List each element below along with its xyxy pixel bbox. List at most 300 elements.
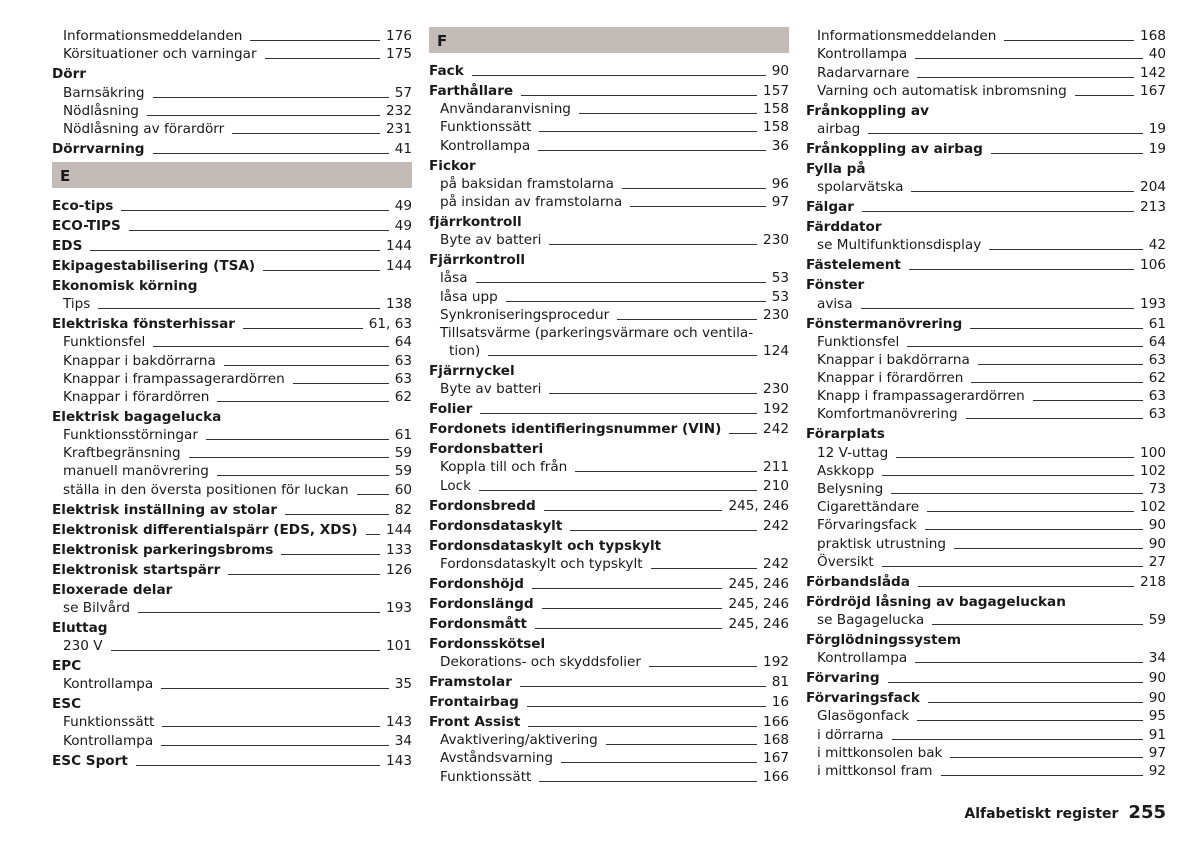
page-reference: 218 [1140,573,1166,590]
entry-text: Förbandslåda [806,573,910,590]
leader-line [1004,40,1134,41]
entry-text: Framstolar [429,674,512,690]
entry-text: Fack [429,63,464,79]
entry-text: Fordonsdataskylt och typskylt [429,537,662,554]
leader-line [861,308,1134,309]
entry-text: Fordonslängd [429,595,534,612]
leader-line [98,308,380,309]
index-entry [806,100,1166,120]
entry-text: airbag [817,120,861,137]
page-reference: 210 [763,477,789,494]
leader-line [971,382,1142,383]
entry-text: Funktionssätt [440,768,532,785]
index-subentry [52,480,412,498]
entry-text: ESC [52,696,82,713]
index-subentry [52,713,412,731]
index-subentry [52,462,412,480]
entry-text: spolarvätska [817,179,904,196]
page-reference: 63 [1148,388,1166,405]
index-entry [806,216,1166,236]
leader-line [651,568,757,569]
leader-line [521,95,757,96]
index-subentry [429,118,789,136]
index-subentry [429,306,789,324]
entry-text: Fönstermanövrering [806,315,963,332]
leader-line [888,682,1143,683]
leader-line [263,270,380,271]
index-subentry [429,100,789,118]
index-subentry [806,462,1166,480]
index-subentry [429,380,789,398]
index-subentry [429,767,789,785]
index-subentry [429,476,789,494]
page-reference: 27 [1148,553,1166,570]
index-column-2 [429,27,789,786]
page-reference: 19 [1148,120,1166,137]
page-reference: 242 [763,421,789,438]
index-entry [429,515,789,535]
entry-text: på baksidan framstolarna [440,175,614,192]
entry-text: Tips [63,296,91,313]
index-entry [52,693,412,713]
leader-line [911,191,1134,192]
page-reference: 49 [394,197,412,214]
index-column-1 [52,27,412,770]
entry-text: Farthållare [429,83,514,99]
index-entry [52,313,412,333]
leader-line [293,383,389,384]
entry-text: se Bilvård [63,599,130,616]
entry-text: Askkopp [817,462,875,479]
leader-line [978,364,1143,365]
leader-line [366,534,381,535]
entry-text: Folier [429,401,473,418]
entry-text: Förvaring [806,670,880,687]
index-entry [52,195,412,215]
entry-text: EPC [52,658,82,674]
index-subentry [806,649,1166,667]
index-entry [52,559,412,579]
entry-text: Knappar i bakdörrarna [63,352,216,369]
leader-line [535,628,723,629]
index-subentry [429,555,789,573]
index-entry [429,398,789,418]
page-reference: 124 [763,343,789,360]
page-reference: 81 [771,674,789,690]
leader-line [915,58,1142,59]
leader-line [927,511,1134,512]
leader-line [90,250,380,251]
entry-text: Informationsmeddelanden [817,28,997,45]
entry-text: Lock [440,477,471,494]
leader-line [479,490,757,491]
page-reference: 91 [1148,726,1166,743]
entry-text: Elektronisk startspärr [52,561,221,578]
index-subentry [52,388,412,406]
index-entry [52,579,412,599]
entry-text: fjärrkontroll [429,213,522,230]
leader-line [932,624,1142,625]
entry-text: på insidan av framstolarna [440,193,623,210]
entry-text: Förvaringsfack [806,690,920,707]
page-reference: 158 [763,101,789,118]
index-entry [806,571,1166,591]
leader-line [991,153,1143,154]
entry-text: ESC Sport [52,752,128,769]
page-reference: 176 [386,28,412,45]
index-subentry [806,63,1166,81]
entry-text: Förarplats [806,426,885,443]
entry-text: Avaktivering/aktivering [440,732,598,749]
page-reference: 231 [386,120,412,137]
index-entry [806,138,1166,158]
leader-line [989,249,1142,250]
page-reference: 59 [394,445,412,462]
index-subentry [806,27,1166,45]
index-entry [429,249,789,269]
entry-text: 12 V-uttag [817,444,889,461]
index-subentry [429,175,789,193]
page-reference: 16 [771,694,789,710]
page-reference: 166 [763,714,789,730]
page-reference: 61, 63 [368,316,412,333]
index-entry [806,629,1166,649]
entry-text: Förglödningssystem [806,631,962,648]
page-reference: 34 [1148,650,1166,667]
index-entry [806,667,1166,687]
index-subentry [429,749,789,767]
page-reference: 193 [1140,295,1166,312]
entry-text: manuell manövrering [63,463,209,480]
leader-line [281,554,380,555]
entry-text: Frånkoppling av airbag [806,140,983,157]
index-subentry [806,762,1166,780]
entry-text: se Multifunktionsdisplay [817,237,982,254]
index-subentry [52,45,412,63]
page-reference: 34 [394,732,412,749]
leader-line [966,418,1143,419]
entry-text: Funktionsstörningar [63,427,198,444]
leader-line [250,40,380,41]
entry-text: Kontrollampa [817,650,908,667]
entry-text: Färddator [806,219,882,236]
index-subentry [429,287,789,305]
entry-text: tion) [449,343,481,360]
entry-text: Avståndsvarning [440,750,553,767]
leader-line [579,113,757,114]
entry-text: Komfortmanövrering [817,406,958,423]
entry-text: Fälgar [806,199,854,216]
page-reference: 102 [1140,462,1166,479]
entry-text: Funktionssätt [63,714,155,731]
page-reference: 62 [394,388,412,405]
leader-line [896,457,1134,458]
entry-text: Elektronisk parkeringsbroms [52,541,274,558]
page-reference: 90 [1148,535,1166,552]
page-reference: 35 [394,676,412,693]
entry-text: i mittkonsolen bak [817,744,943,761]
index-subentry [52,444,412,462]
index-entry [429,495,789,515]
entry-text: ECO-TIPS [52,217,121,234]
index-subentry [806,443,1166,461]
index-subentry [806,516,1166,534]
page-reference: 167 [763,750,789,767]
page-reference: 96 [771,175,789,192]
index-entry [429,535,789,555]
leader-line [907,346,1142,347]
page-footer [964,802,1166,823]
index-entry [52,275,412,295]
page-reference: 36 [771,137,789,154]
page-reference: 41 [394,140,412,157]
index-subentry [806,480,1166,498]
index-subentry [429,324,789,342]
page-reference: 133 [386,541,412,558]
leader-line [138,612,380,613]
page-reference: 245, 246 [728,575,789,592]
page-reference: 82 [394,501,412,518]
page-reference: 59 [1148,611,1166,628]
index-entry [52,235,412,255]
index-entry [429,633,789,653]
entry-text: Elektronisk differentialspärr (EDS, XDS) [52,521,358,538]
entry-text: Fordonsdataskylt [429,517,563,534]
entry-text: Byte av batteri [440,232,542,249]
entry-text: Elektrisk bagagelucka [52,408,222,425]
entry-text: Knappar i bakdörrarna [817,351,970,368]
entry-text: Ekipagestabilisering (TSA) [52,257,256,274]
leader-line [549,244,757,245]
index-entry [429,438,789,458]
index-subentry [806,236,1166,254]
page-reference: 42 [1148,237,1166,254]
index-subentry [806,553,1166,571]
entry-text: Varning och automatisk inbromsning [817,82,1067,99]
index-subentry [806,369,1166,387]
entry-text: Barnsäkring [63,84,145,101]
page-reference: 63 [394,370,412,387]
entry-text: Tillsatsvärme (parkeringsvärmare och ventila- [440,324,754,341]
entry-text: Fylla på [806,160,866,177]
leader-line [136,765,380,766]
index-subentry [806,611,1166,629]
page-reference: 90 [1148,690,1166,707]
entry-text: i dörrarna [817,726,884,743]
leader-line [129,230,389,231]
entry-text: Kontrollampa [63,732,154,749]
leader-line [206,439,389,440]
page-reference: 59 [394,463,412,480]
leader-line [891,493,1142,494]
index-subentry [52,120,412,138]
index-subentry [806,294,1166,312]
entry-text: Funktionssätt [440,119,532,136]
index-entry [429,80,789,100]
entry-text: i mittkonsol fram [817,762,933,779]
page-reference: 92 [1148,762,1166,779]
leader-line [882,566,1143,567]
leader-line [544,510,723,511]
page-reference: 57 [394,84,412,101]
entry-text: Nödlåsning [63,102,139,119]
letter-header: F [429,27,789,53]
leader-line [918,586,1134,587]
leader-line [480,413,757,414]
leader-line [868,133,1142,134]
page-reference: 19 [1148,140,1166,157]
index-entry [52,499,412,519]
page-reference: 63 [1148,406,1166,423]
entry-text: låsa [440,270,468,287]
page-reference: 211 [763,459,789,476]
page-reference: 90 [1148,517,1166,534]
index-entry [52,655,412,675]
index-subentry [429,193,789,211]
index-entry [806,274,1166,294]
index-entry [429,360,789,380]
index-subentry [429,136,789,154]
page-reference: 144 [386,237,412,254]
entry-text: Fickor [429,157,476,174]
entry-text: Elektriska fönsterhissar [52,316,235,333]
leader-line [472,75,766,76]
index-subentry [52,637,412,655]
page-reference: 60 [394,481,412,498]
index-subentry [52,351,412,369]
page-reference: 242 [763,517,789,534]
page-reference: 144 [386,257,412,274]
leader-line [532,588,722,589]
page-reference: 53 [771,288,789,305]
leader-line [153,153,389,154]
entry-text: Körsituationer och varningar [63,46,257,63]
index-subentry [52,27,412,45]
page-reference: 232 [386,102,412,119]
leader-line [950,757,1142,758]
page-reference: 143 [386,714,412,731]
entry-text: Eloxerade delar [52,581,173,598]
index-entry [806,687,1166,707]
index-subentry [429,653,789,671]
leader-line [882,475,1134,476]
leader-line [1075,95,1134,96]
page-reference: 213 [1140,199,1166,216]
entry-text: låsa upp [440,288,498,305]
index-entry [52,406,412,426]
index-subentry [429,342,789,360]
page-reference: 245, 246 [728,615,789,632]
index-subentry [806,178,1166,196]
leader-line [630,206,765,207]
index-subentry [806,534,1166,552]
index-subentry [52,426,412,444]
entry-text: Frånkoppling av [806,102,929,119]
entry-text: Fordonsbatteri [429,441,544,458]
entry-text: Synkroniseringsprocedur [440,306,610,323]
page-reference: 192 [763,654,789,670]
page-reference: 158 [763,119,789,136]
index-entry [806,158,1166,178]
page-reference: 102 [1140,499,1166,516]
page-reference: 97 [771,193,789,210]
leader-line [357,494,389,495]
leader-line [917,720,1143,721]
leader-line [549,393,757,394]
entry-text: Kontrollampa [817,46,908,63]
index-subentry [429,731,789,749]
leader-line [285,514,389,515]
index-subentry [52,295,412,313]
leader-line [539,781,757,782]
index-entry [52,255,412,275]
entry-text: Glasögonfack [817,708,910,725]
page-reference: 157 [763,83,789,99]
leader-line [217,475,389,476]
leader-line [161,688,388,689]
entry-text: Fördröjd låsning av bagageluckan [806,593,1066,610]
index-subentry [806,744,1166,762]
entry-text: praktisk utrustning [817,535,947,552]
entry-text: Knappar i förardörren [817,370,964,387]
index-subentry [52,675,412,693]
entry-text: EDS [52,237,83,254]
leader-line [161,745,388,746]
leader-line [189,457,389,458]
index-entry [806,313,1166,333]
index-subentry [52,599,412,617]
page-reference: 63 [1148,351,1166,368]
page-reference: 230 [763,306,789,323]
entry-text: Användaranvisning [440,101,571,118]
leader-line [153,346,388,347]
entry-text: Knappar i förardörren [63,388,210,405]
index-subentry [806,405,1166,423]
leader-line [538,150,765,151]
page-reference: 106 [1140,257,1166,274]
leader-line [862,211,1134,212]
entry-text: Funktionsfel [817,333,900,350]
leader-line [520,686,766,687]
entry-text: Dörrvarning [52,140,145,157]
entry-text: Koppla till och från [440,459,568,476]
leader-line [606,744,757,745]
index-entry [429,60,789,80]
index-subentry [429,458,789,476]
index-entry [806,423,1166,443]
entry-text: avisa [817,295,853,312]
section-title: Alfabetiskt register [964,806,1119,822]
page-reference: 64 [394,334,412,351]
leader-line [917,77,1134,78]
index-entry [806,591,1166,611]
page-reference: 100 [1140,444,1166,461]
index-entry [52,63,412,83]
page-reference: 61 [1148,315,1166,332]
index-subentry [806,387,1166,405]
index-entry [52,215,412,235]
page-reference: 142 [1140,64,1166,81]
index-entry [52,539,412,559]
page-reference: 64 [1148,333,1166,350]
index-entry [806,196,1166,216]
page-reference: 143 [386,752,412,769]
index-column-3 [806,27,1166,780]
page-reference: 144 [386,521,412,538]
index-subentry [806,82,1166,100]
index-entry [429,671,789,691]
leader-line [476,282,766,283]
